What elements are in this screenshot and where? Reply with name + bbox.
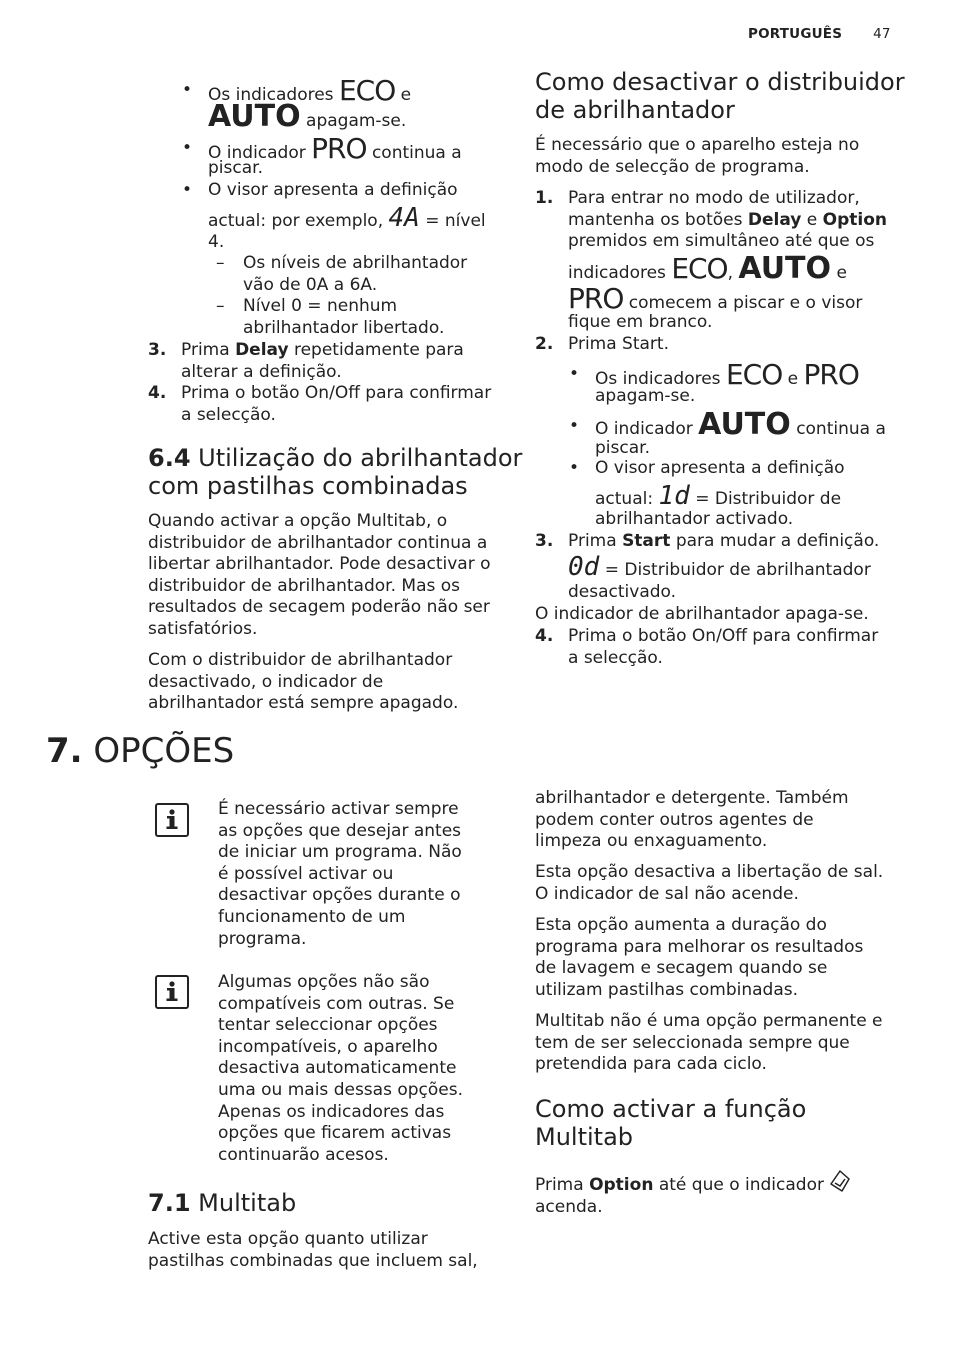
right-note: O indicador de abrilhantador apaga-se. [535,604,869,624]
right-heading-activate-multitab: Como activar a função Multitab [535,1095,807,1151]
auto-symbol: AUTO [208,99,301,134]
section-7-1-paragraph: Active esta opção quanto utilizar pastilhas combinadas que incluem sal, [148,1229,478,1271]
section-6-4-paragraph-1: Quando activar a opção Multitab, o distribuidor de abrilhantador continua a libertar abrilhantador. Pode desactivar o distribuidor de abrilhantador. Mas os resultados de secagem poderão não ser satisfatórios. [148,511,491,639]
pro-symbol: PRO [803,358,859,391]
eco-symbol: ECO [671,252,728,285]
info-note-1: É necessário activar sempre as opções que desejar antes de iniciar um programa. Não é possível activar ou desactivar opções durante o funcionamento de um programa. [218,799,462,949]
info-icon [155,803,189,837]
left-bullet-1: • Os indicadores ECO e AUTO apagam-se. [182,74,412,134]
right-paragraph-3: Esta opção aumenta a duração do programa para melhorar os resultados de lavagem e secagem quando se utilizam pastilhas combinadas. [535,915,864,1000]
left-step-3: 3. Prima Delay repetidamente para alterar a definição. [148,340,464,382]
section-6-4-paragraph-2: Com o distribuidor de abrilhantador desactivado, o indicador de abrilhantador está sempre apagado. [148,650,459,714]
header-language: PORTUGUÊS [748,26,843,42]
right-step-3: 3. Prima Start para mudar a definição. 0d = Distribuidor de abrilhantador desactivado. [535,531,880,602]
right-paragraph-4: Multitab não é uma opção permanente e tem de ser seleccionada sempre que pretendida para cada ciclo. [535,1011,883,1075]
auto-symbol: AUTO [698,407,791,442]
right-step-2: 2. Prima Start. [535,334,669,354]
right-bullet-2: • O indicador AUTO continua a piscar. [569,407,886,458]
right-intro: É necessário que o aparelho esteja no modo de selecção de programa. [535,135,860,177]
chapter-7-title: 7. OPÇÕES [46,731,235,771]
info-icon [155,975,189,1009]
multitab-icon [829,1170,851,1192]
page-header [748,24,891,46]
section-7-1-heading: 7.1 Multitab [148,1189,297,1217]
right-paragraph-2: Esta opção desactiva a libertação de sal. O indicador de sal não acende. [535,862,884,904]
right-bullet-3: • O visor apresenta a definição actual: 1d = Distribuidor de abrilhantador activado. [569,458,845,529]
display-4a-symbol: 4A [388,203,420,233]
pro-symbol: PRO [311,132,367,165]
auto-symbol: AUTO [738,251,832,286]
section-6-4-heading: 6.4 Utilização do abrilhantador com pastilhas combinadas [148,444,523,500]
pro-symbol: PRO [568,282,624,315]
page-number: 47 [873,26,891,42]
left-step-4: 4. Prima o botão On/Off para confirmar a selecção. [148,383,492,425]
right-paragraph-1: abrilhantador e detergente. Também podem conter outros agentes de limpeza ou enxaguamento. [535,788,849,852]
left-bullet-3: • O visor apresenta a definição actual: por exemplo, 4A = nível 4. [182,180,486,252]
eco-symbol: ECO [338,74,396,107]
right-bullet-1: • Os indicadores ECO e PRO apagam-se. [569,358,859,406]
eco-symbol: ECO [725,358,783,391]
right-step-4: 4. Prima o botão On/Off para confirmar a selecção. [535,626,879,668]
right-step-1: 1. Para entrar no modo de utilizador, mantenha os botões Delay e Option premidos em simultâneo até que os indicadores ECO, AUTO e PRO comecem a piscar e o visor fique em branco. [535,188,888,332]
right-final-instruction: Prima Option até que o indicador acenda. [535,1170,915,1218]
display-1d-symbol: 1d [658,481,690,511]
left-bullet-2: • O indicador PRO continua a piscar. [182,132,462,178]
display-0d-symbol: 0d [568,552,600,582]
info-note-2: Algumas opções não são compatíveis com outras. Se tentar seleccionar opções incompatíveis, o aparelho desactiva automaticamente uma ou mais dessas opções. Apenas os indicadores das opções que ficarem activas continuarão acesos. [218,972,463,1165]
right-heading-disable-dispenser: Como desactivar o distribuidor de abrilhantador [535,68,905,124]
